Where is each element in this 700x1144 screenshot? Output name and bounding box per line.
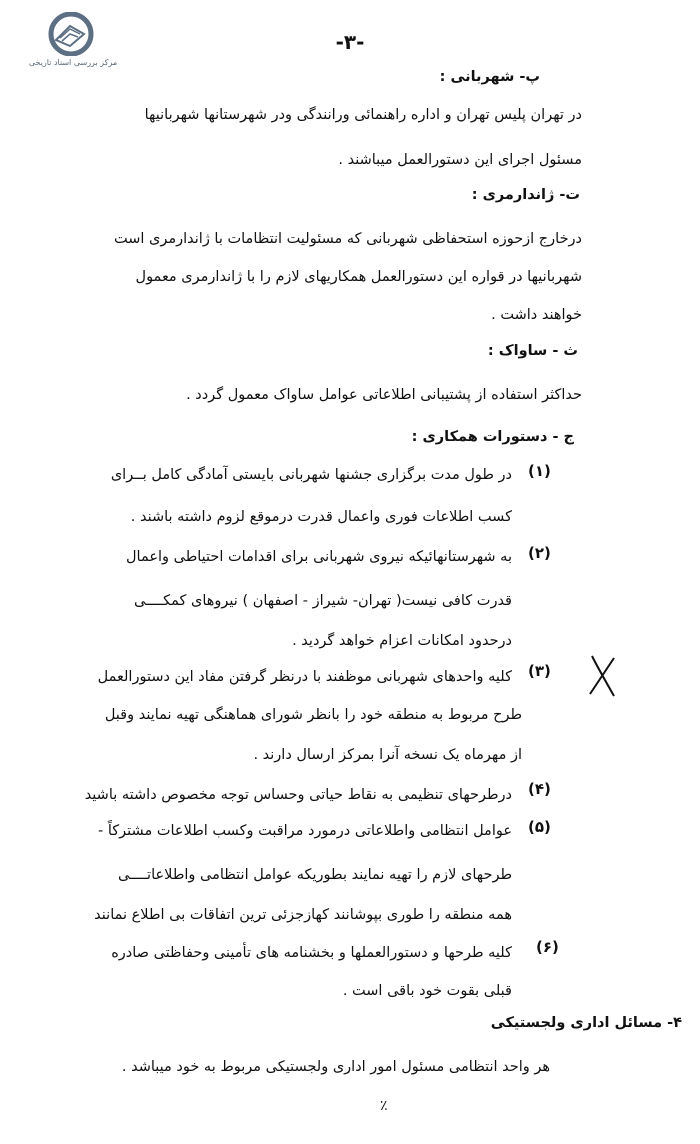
item-5-number: (۵) bbox=[528, 818, 551, 836]
archive-logo bbox=[18, 12, 128, 72]
item-6-line-1: کلیه طرحها و دستورالعملها و بخشنامه های تأمینی وحفاظتی صادره bbox=[111, 945, 512, 961]
section-heading-cooperation: ج - دستورات همکاری : bbox=[411, 429, 574, 445]
item-5-line-1: عوامل انتظامی واطلاعاتی درمورد مراقبت وکسب اطلاعات مشترکاً - bbox=[98, 823, 512, 839]
item-1-line-1: در طول مدت برگزاری جشنها شهربانی بایستی آمادگی کامل بــرای bbox=[110, 467, 512, 483]
item-6-number: (۶) bbox=[536, 938, 559, 956]
section-gendarmerie-line-3: خواهند داشت . bbox=[491, 307, 582, 323]
section-heading-gendarmerie: ت- ژاندارمری : bbox=[471, 187, 580, 203]
archive-logo-text: مرکز بررسی اسناد تاریخی bbox=[28, 58, 118, 67]
section-gendarmerie-line-1: درخارج ازحوزه استحفاظی شهربانی که مسئولیت انتظامات با ژاندارمری است bbox=[113, 231, 582, 247]
section-heading-logistics: ۴- مسائل اداری ولجستیکی bbox=[490, 1015, 682, 1031]
item-5-line-2: طرحهای لازم را تهیه نمایند بطوریکه عوامل انتظامی واطلاعاتــــی bbox=[117, 867, 512, 883]
item-5-line-3: همه منطقه را طوری بپوشانند کهازجزئی ترین اتفاقات بی اطلاع نمانند bbox=[94, 907, 512, 923]
item-2-line-2: قدرت کافی نیست( تهران- شیراز - اصفهان ) نیروهای کمکــــی bbox=[134, 593, 512, 609]
section-heading-police: پ- شهربانی : bbox=[439, 69, 540, 85]
footer-mark: ٪ bbox=[380, 1098, 388, 1114]
item-3-line-2: طرح مربوط به منطقه خود را بانظر شورای هماهنگی تهیه نمایند وقبل bbox=[104, 707, 522, 723]
item-2-line-3: درحدود امکانات اعزام خواهد گردید . bbox=[292, 633, 512, 649]
section-gendarmerie-line-2: شهربانیها در قواره این دستورالعمل همکاریهای لازم را با ژاندارمری معمول bbox=[135, 269, 582, 285]
section-police-line-2: مسئول اجرای این دستورالعمل میباشند . bbox=[338, 152, 582, 168]
item-3-line-1: کلیه واحدهای شهربانی موظفند با درنظر گرفتن مفاد این دستورالعمل bbox=[97, 669, 512, 685]
section-heading-savak: ث - ساواک : bbox=[487, 343, 578, 359]
item-4-number: (۴) bbox=[528, 780, 551, 798]
item-3-line-3: از مهرماه یک نسخه آنرا بمرکز ارسال دارند . bbox=[253, 747, 522, 763]
item-2-line-1: به شهرستانهائیکه نیروی شهربانی برای اقدامات احتیاطی واعمال bbox=[125, 549, 512, 565]
item-1-line-2: کسب اطلاعات فوری واعمال قدرت درموقع لزوم داشته باشند . bbox=[130, 509, 512, 525]
item-6-line-2: قبلی بقوت خود باقی است . bbox=[342, 983, 512, 999]
page-number: -۳- bbox=[335, 30, 365, 54]
item-1-number: (۱) bbox=[528, 462, 551, 480]
section-savak-line-1: حداکثر استفاده از پشتیبانی اطلاعاتی عوامل ساواک معمول گردد . bbox=[186, 387, 582, 403]
section-police-line-1: در تهران پلیس تهران و اداره راهنمائی ورانندگی ودر شهرستانها شهربانیها bbox=[144, 107, 582, 123]
handwritten-x-mark bbox=[586, 652, 618, 698]
item-2-number: (۲) bbox=[528, 544, 551, 562]
archive-logo-icon bbox=[44, 12, 98, 56]
item-4-line-1: درطرحهای تنظیمی به نقاط حیاتی وحساس توجه مخصوص داشته باشید bbox=[84, 787, 512, 803]
section-logistics-line-1: هر واحد انتظامی مسئول امور اداری ولجستیکی مربوط به خود میباشد . bbox=[121, 1059, 550, 1075]
item-3-number: (۳) bbox=[528, 662, 551, 680]
